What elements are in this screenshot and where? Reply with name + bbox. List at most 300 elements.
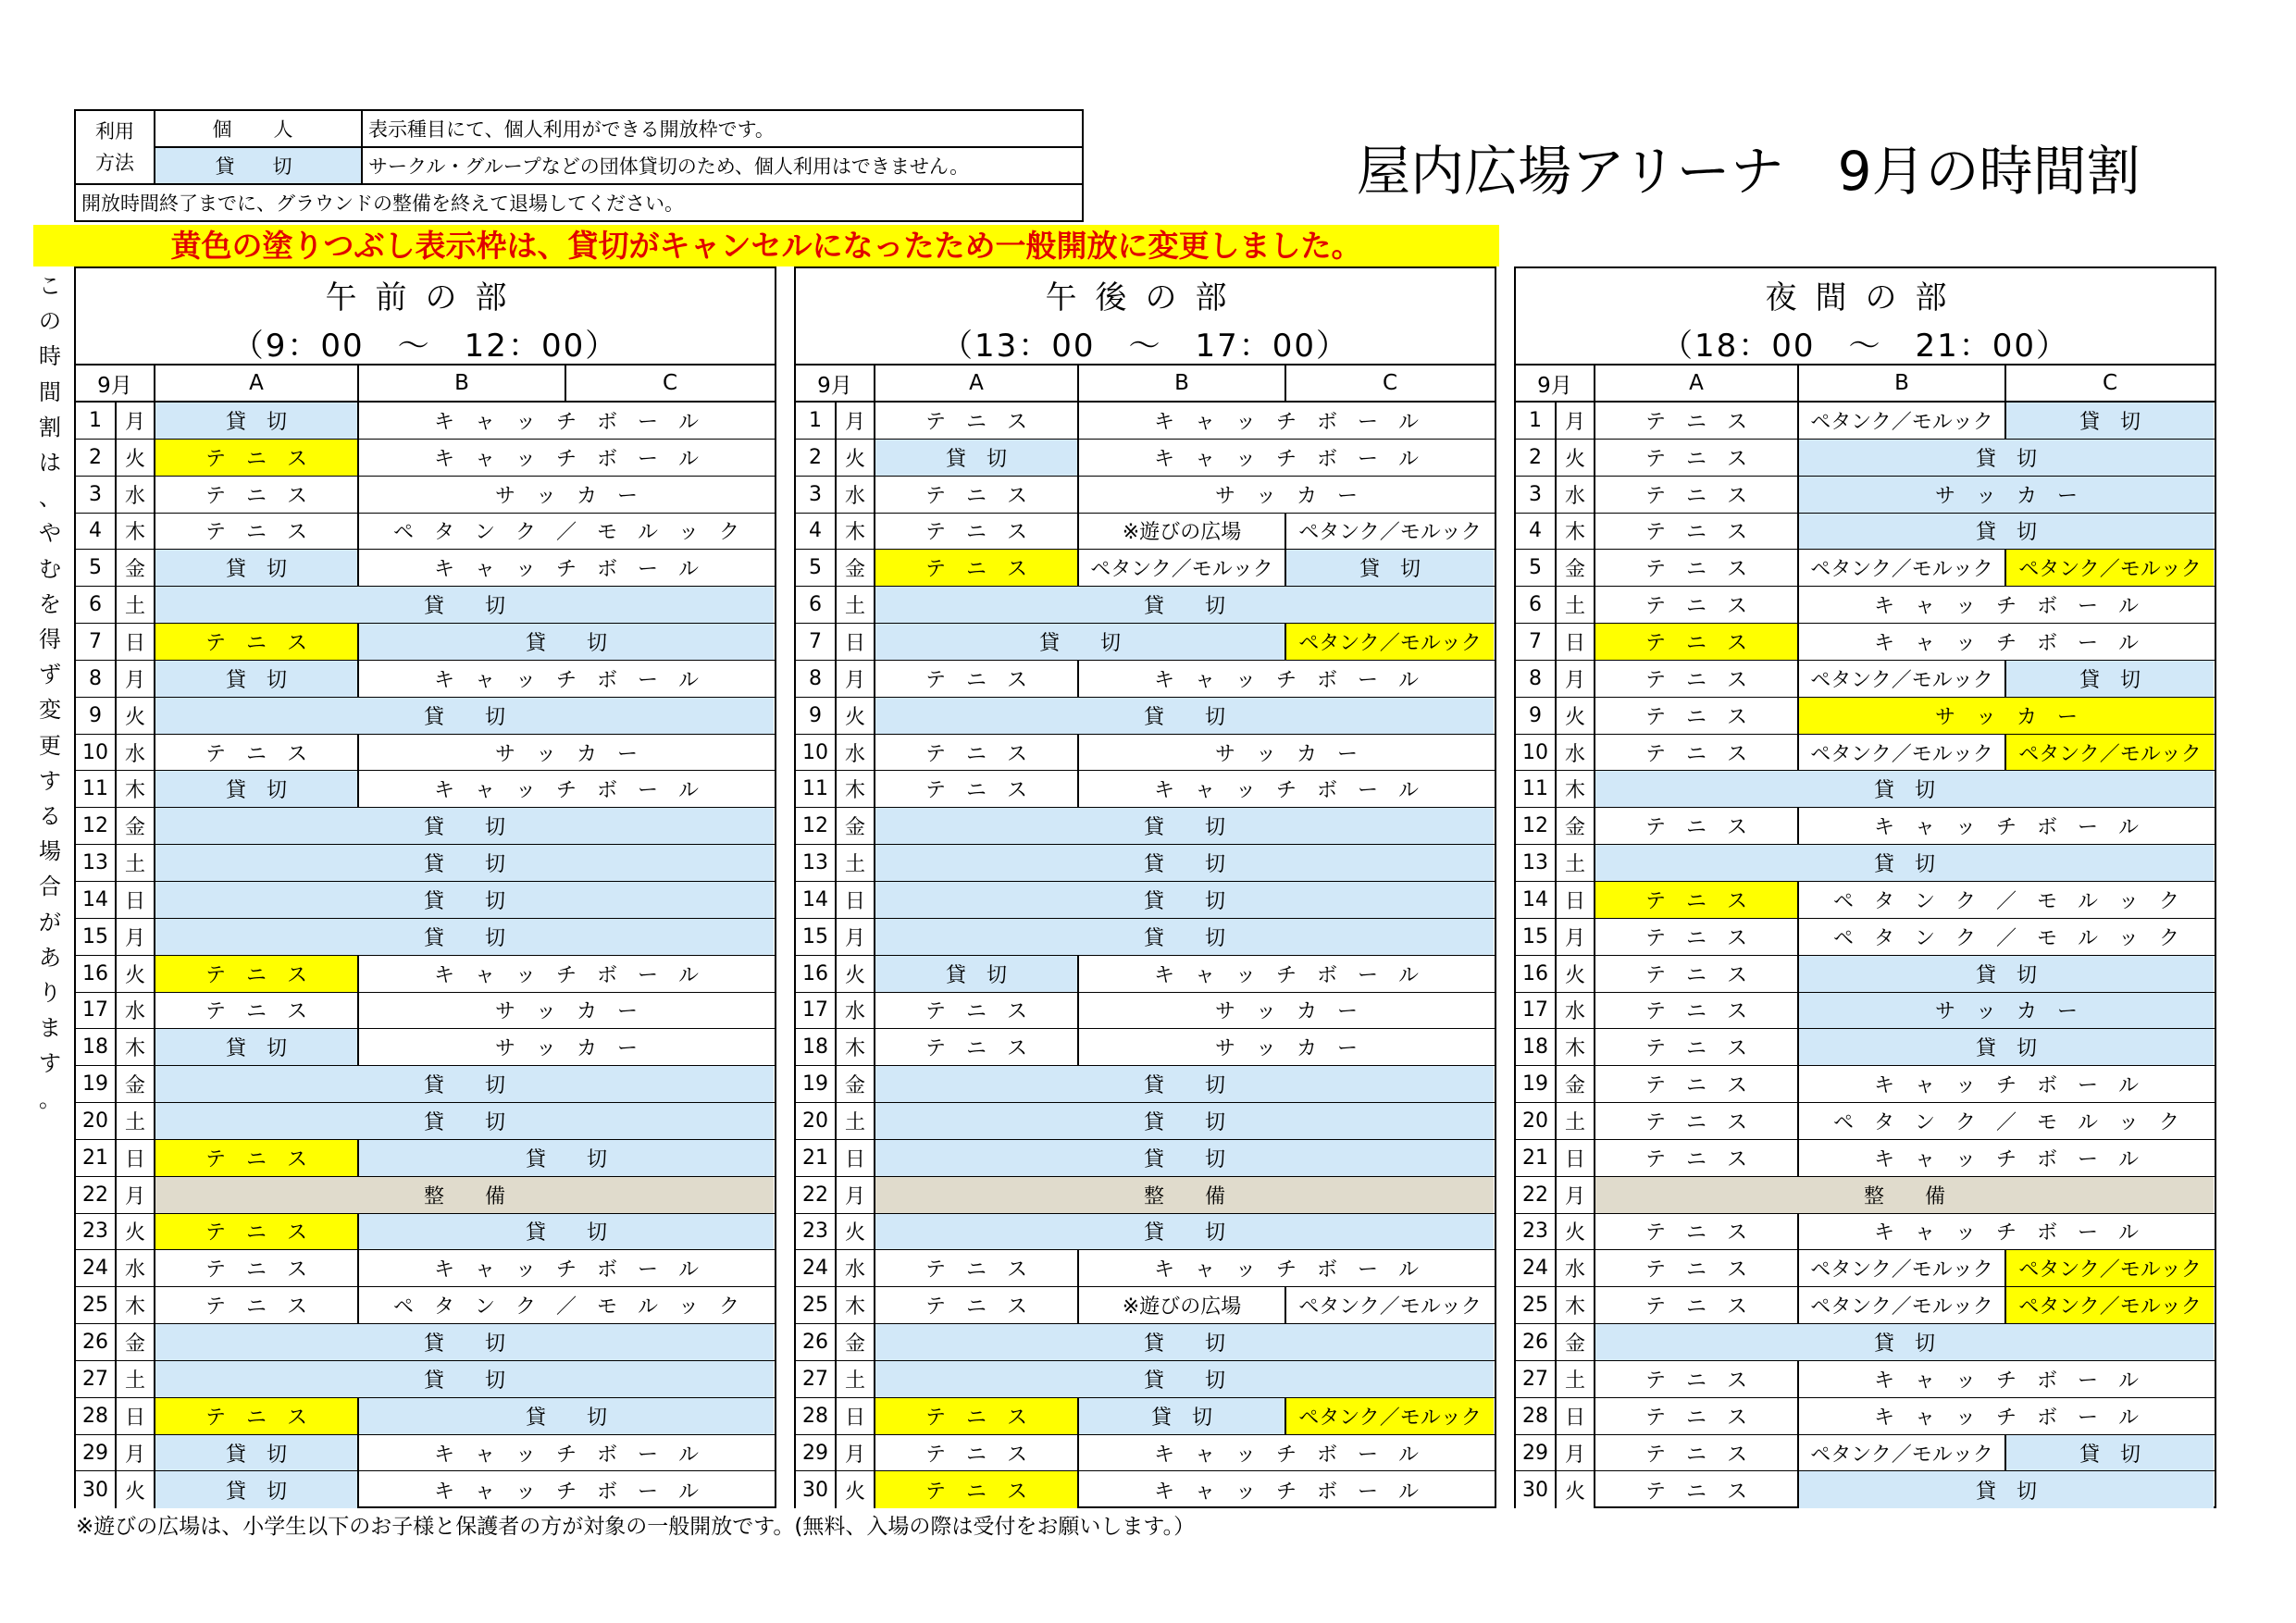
schedule-cell: サ ッ カ ー <box>494 1037 638 1061</box>
weekday: 木 <box>837 771 875 807</box>
day-number: 24 <box>1516 1250 1557 1286</box>
table-row <box>76 477 775 514</box>
session-name: 夜間の部 <box>1765 279 1966 316</box>
weekday: 土 <box>837 1361 875 1397</box>
schedule-cell: キ ャ ッ チ ボ ー ル <box>433 779 699 803</box>
schedule-cell: 貸 切 <box>155 1361 774 1397</box>
schedule-cell: キ ャ ッ チ ボ ー ル <box>1153 1443 1419 1467</box>
day-number: 25 <box>76 1287 117 1323</box>
weekday: 金 <box>837 1324 875 1360</box>
weekday: 火 <box>837 698 875 734</box>
day-number: 30 <box>1516 1471 1557 1508</box>
schedule-cell: 貸 切 <box>155 1066 774 1102</box>
weekday: 水 <box>837 993 875 1029</box>
table-row <box>76 1140 775 1177</box>
schedule-cell: ペタンク／モルック <box>2006 550 2214 586</box>
schedule-cell: 貸 切 <box>155 661 359 697</box>
month-label: 9月 <box>796 365 875 401</box>
schedule-cell: ペ タ ン ク ／ モ ル ッ ク <box>1832 1110 2179 1134</box>
schedule-cell: テ ニ ス <box>875 993 1079 1029</box>
schedule-cell: テ ニ ス <box>1595 698 1799 734</box>
schedule-cell: テ ニ ス <box>875 514 1079 550</box>
table-row <box>796 735 1495 772</box>
weekday: 火 <box>1557 440 1595 476</box>
table-row <box>76 698 775 735</box>
column-header-a: A <box>1595 365 1799 401</box>
schedule-cell: テ ニ ス <box>155 1140 359 1176</box>
schedule-cell: テ ニ ス <box>155 956 359 992</box>
column-header-row <box>76 365 775 403</box>
table-row <box>76 735 775 772</box>
schedule-cell: キ ャ ッ チ ボ ー ル <box>1153 963 1419 987</box>
panel-afternoon <box>794 266 1496 1508</box>
table-row <box>796 845 1495 882</box>
table-row <box>1516 403 2215 440</box>
schedule-cell: テ ニ ス <box>875 1250 1079 1286</box>
table-row <box>76 919 775 956</box>
table-row <box>796 1214 1495 1251</box>
day-number: 15 <box>1516 919 1557 955</box>
weekday: 火 <box>117 698 155 734</box>
day-number: 7 <box>796 624 837 660</box>
weekday: 金 <box>837 550 875 586</box>
schedule-cell: ※遊びの広場 <box>1079 514 1286 550</box>
day-number: 17 <box>1516 993 1557 1029</box>
day-number: 28 <box>796 1398 837 1434</box>
day-number: 6 <box>1516 587 1557 623</box>
table-row <box>1516 624 2215 661</box>
table-row <box>1516 1287 2215 1324</box>
column-header-a: A <box>875 365 1079 401</box>
schedule-cell: キ ャ ッ チ ボ ー ル <box>1873 1369 2139 1393</box>
schedule-cell: テ ニ ス <box>1595 735 1799 771</box>
schedule-cell: テ ニ ス <box>1595 440 1799 476</box>
table-row <box>1516 735 2215 772</box>
schedule-cell: 整 備 <box>1595 1177 2214 1213</box>
day-number: 8 <box>76 661 117 697</box>
day-number: 29 <box>1516 1435 1557 1471</box>
day-number: 15 <box>76 919 117 955</box>
day-number: 20 <box>796 1103 837 1139</box>
table-row <box>1516 1324 2215 1361</box>
schedule-cell: 貸 切 <box>2006 661 2214 697</box>
schedule-cell: 貸 切 <box>875 1361 1494 1397</box>
day-number: 6 <box>796 587 837 623</box>
weekday: 火 <box>117 440 155 476</box>
schedule-cell: テ ニ ス <box>875 403 1079 439</box>
table-row <box>76 1361 775 1398</box>
table-row <box>1516 1066 2215 1103</box>
schedule-cell: 貸 切 <box>1799 956 2214 992</box>
day-number: 8 <box>796 661 837 697</box>
weekday: 金 <box>837 1066 875 1102</box>
schedule-cell: キ ャ ッ チ ボ ー ル <box>433 1258 699 1282</box>
schedule-cell: 貸 切 <box>1799 1471 2214 1508</box>
weekday: 月 <box>117 1435 155 1471</box>
schedule-cell: ペタンク／モルック <box>1799 1435 2006 1471</box>
schedule-cell: ※遊びの広場 <box>1079 1287 1286 1323</box>
weekday: 火 <box>837 440 875 476</box>
schedule-cell: テ ニ ス <box>155 1214 359 1250</box>
session-time: （18：00 ～ 21：00） <box>1660 328 2070 365</box>
schedule-cell: テ ニ ス <box>1595 403 1799 439</box>
day-number: 11 <box>1516 771 1557 807</box>
weekday: 月 <box>1557 919 1595 955</box>
schedule-cell: 整 備 <box>155 1177 774 1213</box>
table-row <box>796 403 1495 440</box>
schedule-cell: テ ニ ス <box>1595 1250 1799 1286</box>
schedule-cell: 貸 切 <box>155 587 774 623</box>
schedule-cell: キ ャ ッ チ ボ ー ル <box>1153 410 1419 434</box>
schedule-cell: ペタンク／モルック <box>1079 550 1286 586</box>
weekday: 木 <box>1557 771 1595 807</box>
column-header-b: B <box>1079 365 1286 401</box>
schedule-cell: 貸 切 <box>155 1435 359 1471</box>
session-name: 午後の部 <box>1045 279 1246 316</box>
month-label: 9月 <box>1516 365 1595 401</box>
legend-note: 開放時間終了までに、グラウンドの整備を終えて退場してください。 <box>75 184 1083 221</box>
weekday: 土 <box>117 1361 155 1397</box>
table-row <box>1516 771 2215 808</box>
weekday: 土 <box>1557 1103 1595 1139</box>
weekday: 水 <box>117 1250 155 1286</box>
schedule-cell: キ ャ ッ チ ボ ー ル <box>1153 779 1419 803</box>
schedule-cell: テ ニ ス <box>875 550 1079 586</box>
month-label: 9月 <box>76 365 155 401</box>
table-row <box>796 1029 1495 1066</box>
schedule-cell: テ ニ ス <box>155 477 359 513</box>
table-row <box>1516 1471 2215 1508</box>
weekday: 月 <box>837 661 875 697</box>
schedule-cell: サ ッ カ ー <box>494 484 638 508</box>
weekday: 土 <box>837 1103 875 1139</box>
weekday: 月 <box>117 661 155 697</box>
schedule-cell: 貸 切 <box>155 882 774 918</box>
schedule-cell: 貸 切 <box>359 1398 774 1434</box>
schedule-cell: キ ャ ッ チ ボ ー ル <box>1153 1480 1419 1504</box>
table-row <box>796 1066 1495 1103</box>
table-row <box>76 1214 775 1251</box>
weekday: 金 <box>1557 1066 1595 1102</box>
schedule-cell: 貸 切 <box>1595 771 2214 807</box>
day-number: 24 <box>796 1250 837 1286</box>
day-number: 24 <box>76 1250 117 1286</box>
table-row <box>76 1177 775 1214</box>
weekday: 土 <box>117 845 155 881</box>
schedule-cell: 貸 切 <box>155 1324 774 1360</box>
day-number: 12 <box>76 808 117 844</box>
weekday: 日 <box>117 624 155 660</box>
schedule-cell: テ ニ ス <box>875 1287 1079 1323</box>
day-number: 25 <box>796 1287 837 1323</box>
schedule-cell: テ ニ ス <box>155 1250 359 1286</box>
day-number: 27 <box>1516 1361 1557 1397</box>
table-row <box>76 550 775 587</box>
day-number: 7 <box>1516 624 1557 660</box>
weekday: 木 <box>1557 1287 1595 1323</box>
day-number: 23 <box>1516 1214 1557 1250</box>
schedule-cell: 貸 切 <box>875 882 1494 918</box>
schedule-cell: キ ャ ッ チ ボ ー ル <box>1873 816 2139 840</box>
schedule-cell: テ ニ ス <box>1595 808 1799 844</box>
weekday: 土 <box>117 587 155 623</box>
day-number: 19 <box>796 1066 837 1102</box>
schedule-cell: 整 備 <box>875 1177 1494 1213</box>
weekday: 金 <box>1557 1324 1595 1360</box>
day-number: 2 <box>796 440 837 476</box>
table-row <box>76 1324 775 1361</box>
table-row <box>796 1398 1495 1435</box>
schedule-cell: 貸 切 <box>875 698 1494 734</box>
weekday: 日 <box>837 1140 875 1176</box>
schedule-cell: 貸 切 <box>155 1029 359 1065</box>
day-number: 14 <box>796 882 837 918</box>
weekday: 金 <box>117 550 155 586</box>
schedule-cell: 貸 切 <box>875 1066 1494 1102</box>
day-number: 2 <box>76 440 117 476</box>
schedule-cell: サ ッ カ ー <box>1214 742 1358 766</box>
day-number: 28 <box>1516 1398 1557 1434</box>
day-number: 4 <box>796 514 837 550</box>
day-number: 18 <box>76 1029 117 1065</box>
schedule-cell: 貸 切 <box>1595 1324 2214 1360</box>
weekday: 金 <box>117 1066 155 1102</box>
schedule-cell: キ ャ ッ チ ボ ー ル <box>1153 1258 1419 1282</box>
schedule-cell: サ ッ カ ー <box>494 742 638 766</box>
table-row <box>1516 440 2215 477</box>
side-note: こ の 時 間 割 は 、 や む を 得 ず 変 更 す る 場 合 が あ り ま す 。 <box>39 273 61 1112</box>
weekday: 土 <box>1557 845 1595 881</box>
weekday: 土 <box>837 845 875 881</box>
schedule-cell: 貸 切 <box>875 1214 1494 1250</box>
column-header-c: C <box>2102 371 2118 395</box>
weekday: 火 <box>837 1471 875 1508</box>
day-number: 2 <box>1516 440 1557 476</box>
schedule-cell: キ ャ ッ チ ボ ー ル <box>433 447 699 471</box>
table-row <box>796 1177 1495 1214</box>
schedule-cell: ペタンク／モルック <box>1286 624 1494 660</box>
schedule-cell: テ ニ ス <box>1595 550 1799 586</box>
day-number: 18 <box>1516 1029 1557 1065</box>
day-number: 3 <box>76 477 117 513</box>
table-row <box>76 440 775 477</box>
schedule-cell: 貸 切 <box>359 624 774 660</box>
schedule-cell: キ ャ ッ チ ボ ー ル <box>1873 595 2139 619</box>
day-number: 13 <box>1516 845 1557 881</box>
table-row <box>796 1103 1495 1140</box>
page-title: 屋内広場アリーナ 9月の時間割 <box>1357 140 2141 203</box>
weekday: 日 <box>1557 1398 1595 1434</box>
day-number: 26 <box>76 1324 117 1360</box>
schedule-cell: テ ニ ス <box>155 624 359 660</box>
schedule-cell: キ ャ ッ チ ボ ー ル <box>433 410 699 434</box>
table-row <box>1516 1435 2215 1472</box>
day-number: 13 <box>796 845 837 881</box>
schedule-cell: 貸 切 <box>875 956 1079 992</box>
schedule-cell: 貸 切 <box>155 698 774 734</box>
day-number: 12 <box>1516 808 1557 844</box>
weekday: 月 <box>117 919 155 955</box>
schedule-cell: 貸 切 <box>875 845 1494 881</box>
schedule-cell: ペ タ ン ク ／ モ ル ッ ク <box>392 1295 739 1319</box>
table-row <box>76 1287 775 1324</box>
schedule-cell: 貸 切 <box>155 808 774 844</box>
session-time: （13：00 ～ 17：00） <box>940 328 1350 365</box>
table-row <box>796 587 1495 624</box>
table-row <box>796 771 1495 808</box>
day-number: 19 <box>1516 1066 1557 1102</box>
schedule-cell: 貸 切 <box>155 550 359 586</box>
day-number: 28 <box>76 1398 117 1434</box>
table-row <box>796 477 1495 514</box>
weekday: 水 <box>117 477 155 513</box>
schedule-cell: テ ニ ス <box>875 661 1079 697</box>
day-number: 20 <box>76 1103 117 1139</box>
day-number: 16 <box>76 956 117 992</box>
schedule-cell: 貸 切 <box>155 771 359 807</box>
day-number: 20 <box>1516 1103 1557 1139</box>
day-number: 10 <box>1516 735 1557 771</box>
table-row <box>796 1287 1495 1324</box>
weekday: 金 <box>837 808 875 844</box>
schedule-cell: テ ニ ス <box>1595 1103 1799 1139</box>
day-number: 3 <box>796 477 837 513</box>
panel-morning <box>74 266 776 1508</box>
weekday: 金 <box>1557 550 1595 586</box>
table-row <box>1516 956 2215 993</box>
schedule-cell: ペタンク／モルック <box>1286 1398 1494 1434</box>
table-row <box>796 698 1495 735</box>
table-row <box>76 1471 775 1508</box>
schedule-cell: サ ッ カ ー <box>1214 484 1358 508</box>
table-row <box>796 514 1495 551</box>
schedule-cell: テ ニ ス <box>1595 587 1799 623</box>
weekday: 水 <box>1557 477 1595 513</box>
table-row <box>796 919 1495 956</box>
weekday: 日 <box>837 624 875 660</box>
table-row <box>1516 1250 2215 1287</box>
weekday: 月 <box>1557 403 1595 439</box>
weekday: 日 <box>1557 624 1595 660</box>
weekday: 火 <box>117 1214 155 1250</box>
table-row <box>76 845 775 882</box>
panel-evening <box>1514 266 2216 1508</box>
weekday: 木 <box>117 514 155 550</box>
schedule-cell: 貸 切 <box>875 440 1079 476</box>
table-row <box>796 624 1495 661</box>
schedule-cell: 貸 切 <box>155 1471 359 1508</box>
table-row <box>76 1029 775 1066</box>
table-row <box>1516 587 2215 624</box>
schedule-cell: テ ニ ス <box>1595 1029 1799 1065</box>
schedule-cell: ペタンク／モルック <box>1298 521 1482 545</box>
table-row <box>76 624 775 661</box>
table-row <box>1516 808 2215 845</box>
schedule-cell: ペタンク／モルック <box>1799 1287 2006 1323</box>
schedule-cell: キ ャ ッ チ ボ ー ル <box>1873 1074 2139 1098</box>
schedule-cell: ペタンク／モルック <box>1799 735 2006 771</box>
column-header-b: B <box>359 365 566 401</box>
schedule-cell: ペタンク／モルック <box>2006 1250 2214 1286</box>
schedule-cell: テ ニ ス <box>1595 1435 1799 1471</box>
schedule-cell: ペ タ ン ク ／ モ ル ッ ク <box>1832 889 2179 913</box>
legend-desc-reserved: サークル・グループなどの団体貸切のため、個人利用はできません。 <box>362 147 1083 184</box>
day-number: 18 <box>796 1029 837 1065</box>
schedule-cell: キ ャ ッ チ ボ ー ル <box>433 1480 699 1504</box>
table-row <box>76 1103 775 1140</box>
table-row <box>1516 1103 2215 1140</box>
schedule-cell: サ ッ カ ー <box>1214 1037 1358 1061</box>
table-row <box>1516 993 2215 1030</box>
schedule-cell: テ ニ ス <box>875 1435 1079 1471</box>
day-number: 5 <box>796 550 837 586</box>
table-row <box>76 403 775 440</box>
table-row <box>76 661 775 698</box>
table-row <box>1516 1177 2215 1214</box>
panel-header <box>796 268 1495 365</box>
column-header-a: A <box>155 365 359 401</box>
schedule-cell: キ ャ ッ チ ボ ー ル <box>433 1443 699 1467</box>
weekday: 水 <box>837 477 875 513</box>
weekday: 月 <box>117 403 155 439</box>
panel-header <box>1516 268 2215 365</box>
table-row <box>76 808 775 845</box>
weekday: 月 <box>117 1177 155 1213</box>
table-row <box>1516 1214 2215 1251</box>
day-number: 4 <box>1516 514 1557 550</box>
change-notice-banner: 黄色の塗りつぶし表示枠は、貸切がキャンセルになったため一般開放に変更しました。 <box>33 225 1499 266</box>
table-row <box>796 882 1495 919</box>
table-row <box>1516 1398 2215 1435</box>
schedule-cell: キ ャ ッ チ ボ ー ル <box>1153 447 1419 471</box>
schedule-cell: テ ニ ス <box>1595 1287 1799 1323</box>
day-number: 14 <box>76 882 117 918</box>
schedule-cell: ペタンク／モルック <box>1799 550 2006 586</box>
schedule-cell: テ ニ ス <box>1595 624 1799 660</box>
day-number: 3 <box>1516 477 1557 513</box>
schedule-cell: サ ッ カ ー <box>1799 993 2214 1029</box>
day-number: 15 <box>796 919 837 955</box>
schedule-cell: テ ニ ス <box>155 440 359 476</box>
weekday: 水 <box>117 735 155 771</box>
table-row <box>1516 1361 2215 1398</box>
weekday: 土 <box>837 587 875 623</box>
table-row <box>1516 845 2215 882</box>
schedule-cell: テ ニ ス <box>1595 1214 1799 1250</box>
schedule-cell: テ ニ ス <box>155 1287 359 1323</box>
schedule-cell: ペタンク／モルック <box>1799 1250 2006 1286</box>
weekday: 水 <box>1557 993 1595 1029</box>
table-row <box>1516 477 2215 514</box>
schedule-cell: サ ッ カ ー <box>1799 698 2214 734</box>
weekday: 日 <box>117 1398 155 1434</box>
weekday: 火 <box>1557 956 1595 992</box>
schedule-cell: 貸 切 <box>875 624 1286 660</box>
schedule-cell: テ ニ ス <box>1595 1398 1799 1434</box>
day-number: 21 <box>76 1140 117 1176</box>
schedule-cell: キ ャ ッ チ ボ ー ル <box>1873 1147 2139 1171</box>
day-number: 11 <box>796 771 837 807</box>
schedule-cell: 貸 切 <box>875 919 1494 955</box>
day-number: 5 <box>1516 550 1557 586</box>
column-header-row <box>1516 365 2215 403</box>
table-row <box>1516 661 2215 698</box>
schedule-cell: サ ッ カ ー <box>494 1000 638 1024</box>
day-number: 10 <box>76 735 117 771</box>
day-number: 1 <box>76 403 117 439</box>
schedule-cell: キ ャ ッ チ ボ ー ル <box>1873 1406 2139 1430</box>
table-row <box>76 882 775 919</box>
